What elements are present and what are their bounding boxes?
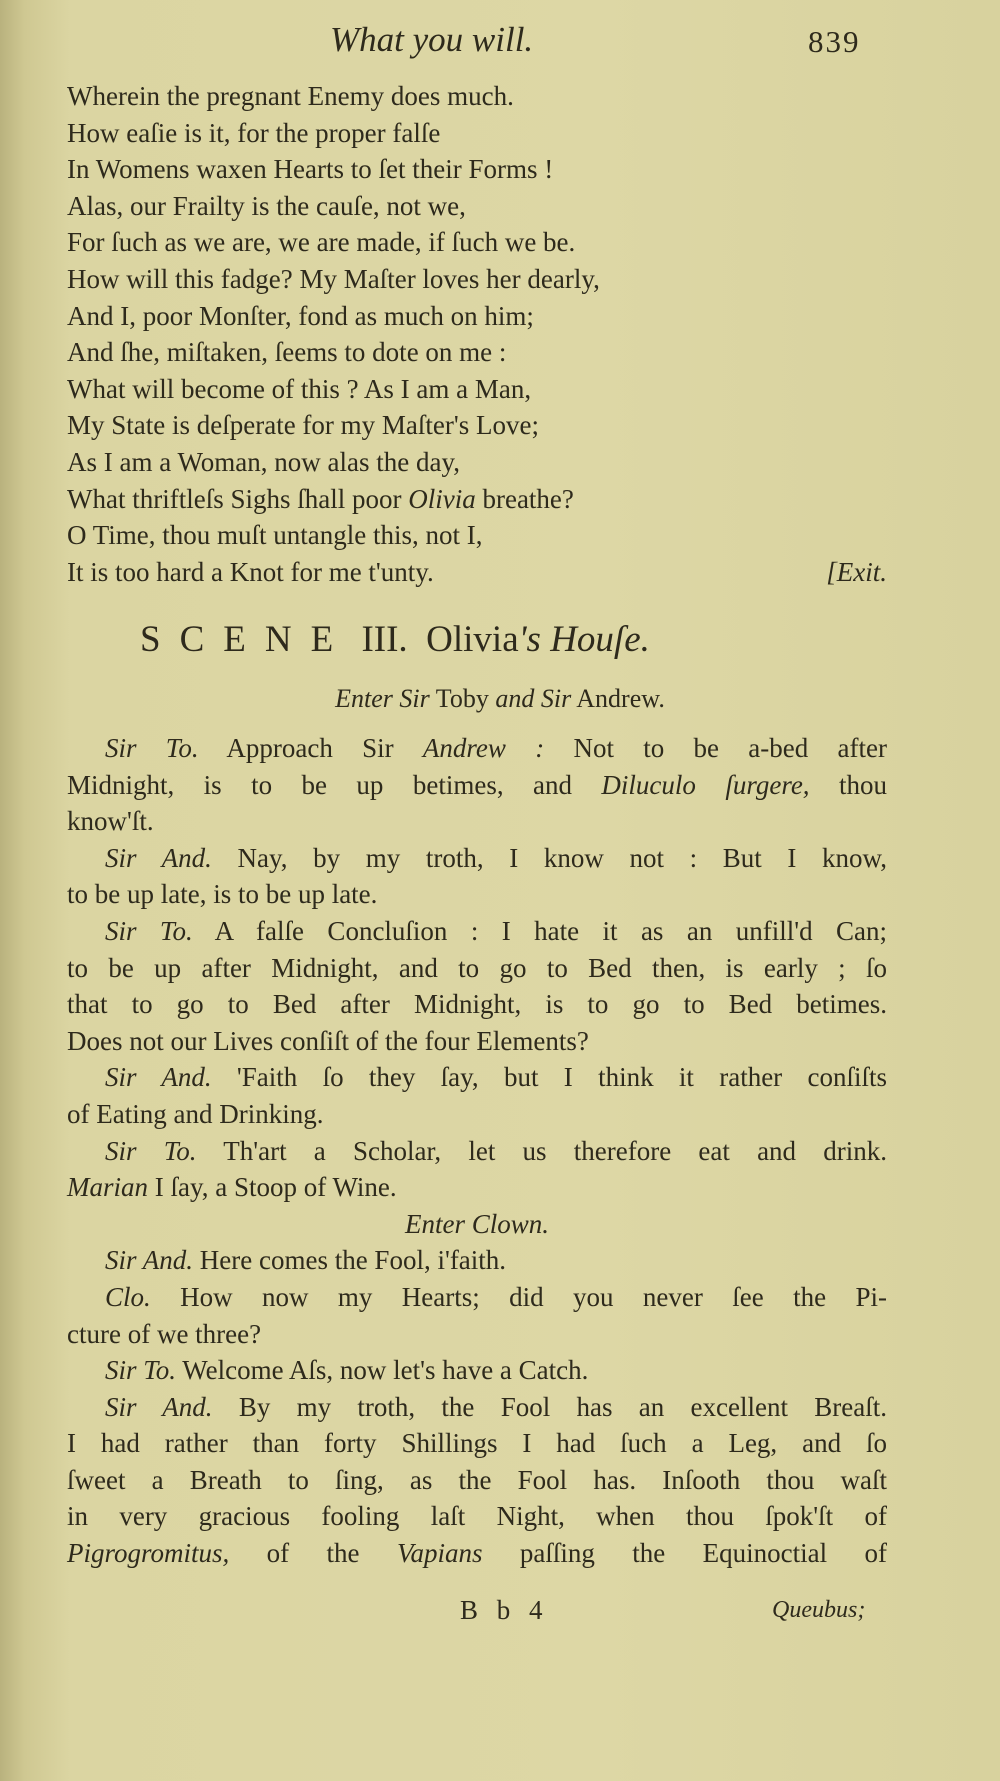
- prose-line: [67, 1535, 887, 1572]
- text-segment: Sir To.: [105, 1355, 177, 1386]
- text-segment: Diluculo ſurgere,: [601, 769, 810, 800]
- text-segment: By my troth, the Fool has an excellent Breaſt.: [212, 1391, 887, 1422]
- verse-line: [67, 261, 887, 298]
- text-segment: O Time, thou muſt untangle this, not I,: [67, 520, 483, 551]
- text-segment: In Womens waxen Hearts to ſet their Forms !: [67, 154, 554, 185]
- text-segment: Andrew :: [422, 733, 545, 763]
- text-segment: What will become of this ? As I am a Man,: [67, 373, 532, 404]
- text-segment: I had rather than forty Shillings I had ſuch a Leg, and ſo: [67, 1428, 887, 1459]
- prose-line: [67, 1425, 887, 1462]
- prose-line: [67, 1279, 887, 1316]
- verse-line: [67, 444, 887, 481]
- verse-line: [67, 371, 887, 408]
- text-segment: Sir And.: [105, 1245, 194, 1276]
- prose-line: [67, 1389, 887, 1426]
- verse-line: [67, 334, 887, 371]
- prose-line: [67, 913, 887, 950]
- prose-line: [67, 876, 887, 913]
- verse-line: [67, 115, 887, 152]
- text-segment: My State is deſperate for my Maſter's Love;: [67, 410, 539, 441]
- text-segment: As I am a Woman, now alas the day,: [67, 446, 460, 477]
- text-segment: Pigrogromitus,: [67, 1538, 230, 1569]
- page-footer: [0, 1592, 1000, 1628]
- text-segment: ſweet a Breath to ſing, as the Fool has. Inſooth thou waſt: [67, 1464, 887, 1495]
- prose-line: [67, 1059, 887, 1096]
- text-segment: It is too hard a Knot for me t'unty.: [67, 556, 434, 587]
- text-segment: Wherein the pregnant Enemy does much.: [67, 81, 514, 111]
- prose-dialogue: [67, 730, 887, 1572]
- prose-line: [67, 1316, 887, 1353]
- text-segment: Approach Sir: [198, 733, 423, 763]
- text-segment: and Sir: [495, 684, 572, 713]
- prose-line: [67, 730, 887, 767]
- signature-mark: B b 4: [460, 1595, 549, 1625]
- text-segment: Midnight, is to be up betimes, and: [67, 769, 602, 800]
- scene-place-suffix: 's Houſe.: [518, 619, 650, 660]
- text-segment: Marian: [67, 1172, 148, 1203]
- text-segment: I ſay, a Stoop of Wine.: [148, 1172, 397, 1203]
- text-segment: Sir To.: [105, 1135, 197, 1166]
- text-segment: Here comes the Fool, i'faith.: [193, 1245, 507, 1276]
- scene-number: III.: [361, 619, 408, 660]
- text-segment: Alas, our Frailty is the cauſe, not we,: [67, 190, 466, 221]
- verse-line: [67, 78, 887, 115]
- text-segment: For ſuch as we are, we are made, if ſuch we be.: [67, 227, 576, 258]
- text-segment: Sir And.: [105, 1391, 213, 1422]
- text-segment: Sir And.: [105, 842, 212, 873]
- text-segment: Th'art a Scholar, let us therefore eat and drink.: [196, 1135, 888, 1166]
- page-header: [0, 20, 1000, 64]
- prose-line: [67, 1133, 887, 1170]
- text-segment: paſſing the Equinoctial of: [482, 1538, 887, 1569]
- prose-line: [67, 1462, 887, 1499]
- text-segment: And I, poor Monſter, fond as much on him;: [67, 300, 534, 331]
- text-segment: cture of we three?: [67, 1318, 262, 1349]
- prose-line: [67, 1352, 887, 1389]
- text-segment: thou: [809, 769, 887, 800]
- prose-line: [67, 986, 887, 1023]
- text-segment: to be up late, is to be up late.: [67, 879, 378, 910]
- prose-line: [67, 840, 887, 877]
- text-segment: How will this fadge? My Maſter loves her dearly,: [67, 263, 600, 294]
- text-segment: Nay, by my troth, I know not : But I know,: [211, 842, 887, 873]
- prose-line: [67, 767, 887, 804]
- page-number: 839: [808, 24, 861, 59]
- stage-direction: [0, 684, 1000, 714]
- prose-line: [67, 1169, 887, 1206]
- text-segment: Enter Clown.: [404, 1208, 549, 1239]
- verse-line: [67, 407, 887, 444]
- text-segment: know'ſt.: [67, 806, 154, 837]
- text-segment: Welcome Aſs, now let's have a Catch.: [176, 1355, 589, 1386]
- text-segment: Toby: [429, 684, 496, 713]
- verse-line: [67, 298, 887, 335]
- text-segment: How now my Hearts; did you never ſee the Pi-: [150, 1281, 887, 1312]
- text-segment: Not to be a-bed after: [544, 733, 887, 763]
- verse-line: [67, 554, 887, 591]
- scene-heading: [140, 618, 650, 661]
- text-segment: breathe?: [475, 483, 574, 514]
- verse-line: [67, 188, 887, 225]
- text-segment: Does not our Lives conſiſt of the four Elements?: [67, 1025, 589, 1056]
- text-segment: And ſhe, miſtaken, ſeems to dote on me :: [67, 337, 507, 368]
- verse-passage: [67, 78, 887, 590]
- text-segment: Clo.: [105, 1281, 151, 1312]
- text-segment: that to go to Bed after Midnight, is to go to Bed betimes.: [67, 989, 887, 1020]
- verse-line: [67, 481, 887, 518]
- exit-direction: [Exit.: [826, 556, 887, 587]
- text-segment: 'Faith ſo they ſay, but I think it rather conſiſts: [211, 1062, 887, 1093]
- verse-line: [67, 517, 887, 554]
- scene-place-name: Olivia: [426, 619, 519, 660]
- text-segment: Vapians: [396, 1538, 483, 1569]
- stage-direction: [67, 1206, 887, 1243]
- text-segment: Sir And.: [105, 1062, 212, 1093]
- prose-line: [67, 1023, 887, 1060]
- catchword: Queubus;: [772, 1597, 866, 1623]
- prose-line: [67, 1242, 887, 1279]
- text-segment: Sir To.: [105, 733, 199, 763]
- text-segment: Andrew.: [571, 684, 665, 713]
- prose-line: [67, 803, 887, 840]
- prose-line: [67, 950, 887, 987]
- text-segment: in very gracious fooling laſt Night, when thou ſpok'ſt of: [67, 1501, 887, 1532]
- text-segment: Sir To.: [105, 915, 193, 946]
- running-title: What you will.: [330, 20, 534, 59]
- text-segment: A falſe Concluſion : I hate it as an unfill'd Can;: [192, 915, 888, 946]
- text-segment: to be up after Midnight, and to go to Bed then, is early ; ſo: [67, 952, 887, 983]
- text-segment: of Eating and Drinking.: [67, 1098, 324, 1129]
- verse-line: [67, 224, 887, 261]
- prose-line: [67, 1096, 887, 1133]
- prose-line: [67, 1498, 887, 1535]
- scene-label: SCENE: [140, 619, 353, 660]
- text-segment: Enter Sir: [335, 684, 430, 713]
- verse-line: [67, 151, 887, 188]
- text-segment: Olivia: [408, 483, 476, 514]
- text-segment: What thriftleſs Sighs ſhall poor: [67, 483, 409, 514]
- text-segment: of the: [229, 1538, 397, 1569]
- text-segment: How eaſie is it, for the proper falſe: [67, 117, 441, 148]
